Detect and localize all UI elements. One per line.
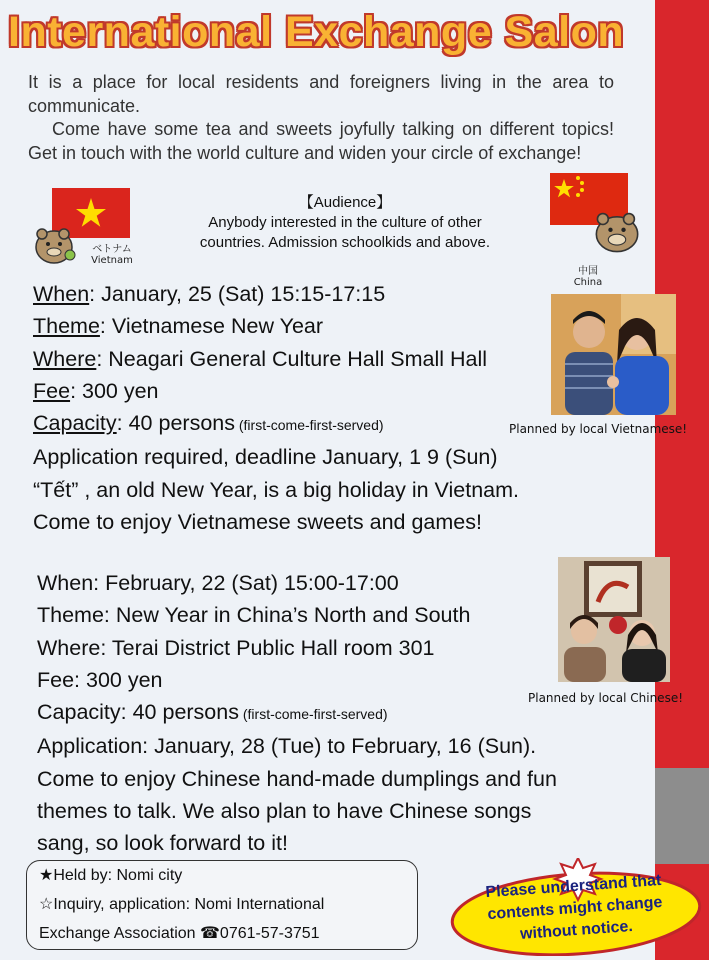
organizer-inquiry: ☆Inquiry, application: Nomi International [39,896,325,913]
event2-capacity-value: Capacity: 40 persons [37,700,239,725]
china-label-en: China [573,277,603,288]
event2-fee: Fee: 300 yen [37,667,163,692]
event1-desc-2: Come to enjoy Vietnamese sweets and games! [33,510,482,535]
vietnam-label-jp: ベトナム [92,244,132,255]
notice-line-1: Please understand that [485,871,662,902]
event2-capacity-note: (first-come-first-served) [238,706,388,723]
event1-fee-label: Fee [33,378,71,403]
event1-when-label: When [33,282,90,306]
organizer-contact: Exchange Association ☎0761-57-3751 [39,925,320,942]
intro-paragraph-2: Come have some tea and sweets joyfully talking on different topics! Get in touch with the world culture and widen your circle of exchange! [28,119,614,163]
event-vietnam [33,278,623,538]
event1-fee-value: : 300 yen [70,378,159,403]
caption-vietnamese: Planned by local Vietnamese! [509,422,688,436]
event1-fee [33,375,623,407]
audience-line-2: countries. Admission schoolkids and above. [199,234,491,251]
event2-theme: Theme: New Year in China’s North and South [37,603,471,628]
event2-application: Application: January, 28 (Tue) to February, 16 (Sun). [37,734,537,759]
event1-where-label: Where [33,346,97,371]
vietnam-label-en: Vietnam [91,255,133,266]
page-title: International Exchange Salon [8,8,625,56]
photo-vietnamese-hosts [551,294,676,415]
organizer-held-by: ★Held by: Nomi city [39,867,183,884]
event1-where-value: : Neagari General Culture Hall Small Hall [96,346,488,371]
notice-line-2: contents might change [487,893,663,924]
vietnam-flag-label [82,244,142,266]
event1-application: Application required, deadline January, 1 9 (Sun) [33,445,498,470]
mascot-china-icon [592,210,642,254]
event1-desc-1: “Tết” , an old New Year, is a big holiday in Vietnam. [33,477,520,502]
intro-paragraph-1: It is a place for local residents and foreigners living in the area to communicate. [28,72,614,116]
event2-desc-2: themes to talk. We also plan to have Chinese songs [37,799,532,824]
event1-when [33,278,623,310]
mascot-vietnam-icon [32,225,78,265]
caption-chinese: Planned by local Chinese! [528,691,684,705]
event1-theme-value: : Vietnamese New Year [99,314,324,339]
intro-text [28,71,614,165]
photo-chinese-hosts [558,557,670,682]
side-stripe-gray [655,768,709,864]
event1-capacity-note: (first-come-first-served) [234,417,384,434]
event2-desc-3: sang, so look forward to it! [37,831,288,856]
event1-capacity-label: Capacity [33,411,117,436]
event1-where [33,343,623,375]
event1-capacity-value: : 40 persons [116,411,235,436]
event1-theme-label: Theme [33,314,100,339]
side-stripe [655,0,709,960]
audience-heading: 【Audience】 [298,194,392,211]
audience-line-1: Anybody interested in the culture of other [208,214,482,231]
event2-desc-1: Come to enjoy Chinese hand-made dumplings and fun [37,766,557,791]
china-label-jp: 中国 [578,266,598,277]
notice-line-3: without notice. [519,918,634,943]
event2-when: When: February, 22 (Sat) 15:00-17:00 [37,571,399,595]
event1-theme [33,310,623,342]
audience-box [150,193,540,253]
event2-where: Where: Terai District Public Hall room 301 [37,635,435,660]
event1-when-value: : January, 25 (Sat) 15:15-17:15 [89,282,386,306]
organizer-box [26,860,418,950]
event-china [37,567,647,860]
